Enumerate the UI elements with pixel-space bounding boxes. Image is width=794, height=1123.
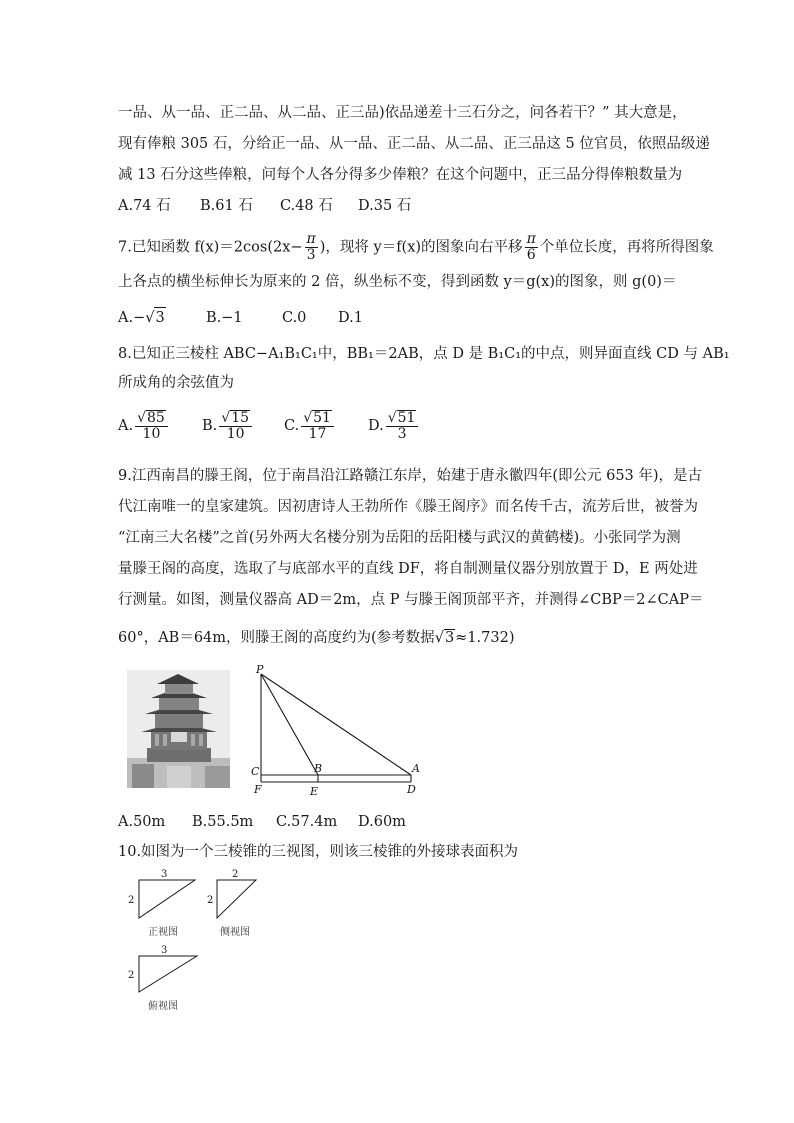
q9-line-4: 量滕王阁的高度，选取了与底部水平的直线 DF，将自制测量仪器分别放置于 D，E 两处进 xyxy=(118,561,698,577)
label-f: F xyxy=(254,783,262,796)
q8-options xyxy=(118,410,420,442)
measurement-diagram xyxy=(246,662,426,798)
q8-option-c: C. $\frac{√51}{17}$ xyxy=(284,410,368,442)
q7-prefix: 7.已知函数 f(x)＝2cos(2x− xyxy=(118,239,303,256)
q6-option-c: C.48 石 xyxy=(280,198,333,214)
q8-line-2: 所成角的余弦值为 xyxy=(118,375,234,391)
label-b: B xyxy=(314,762,323,775)
q10-line-1: 10.如图为一个三棱锥的三视图，则该三棱锥的外接球表面积为 xyxy=(118,844,519,860)
q6-line-3: 减 13 石分这些俸粮，问每个人各分得多少俸粮？在这个问题中，正三品分得俸粮数量为 xyxy=(118,167,683,183)
q6-option-d: D.35 石 xyxy=(358,198,412,214)
q9-options xyxy=(118,812,406,832)
q9-option-a: A.50m xyxy=(118,814,166,830)
q9-line-5: 行测量。如图，测量仪器高 AD＝2m，点 P 与滕王阁顶部平齐，并测得∠CBP＝2∠CAP＝ xyxy=(118,592,704,608)
q7-middle: )，现将 y＝f(x)的图象向右平移 xyxy=(319,239,523,256)
q8-option-a: A. $\frac{√85}{10}$ xyxy=(118,410,202,442)
top-view-top-label: 3 xyxy=(161,945,168,956)
label-e: E xyxy=(310,785,319,798)
q7-fraction-pi-6: $\frac{\pi}{6}$ xyxy=(526,231,536,263)
q7-option-a: A.−√3 xyxy=(118,307,206,328)
side-view-caption: 侧视图 xyxy=(220,927,250,938)
q9-option-b: B.55.5m xyxy=(192,814,254,830)
side-view-side-label: 2 xyxy=(207,895,214,906)
line-pa xyxy=(261,674,411,775)
q6-option-b: B.61 石 xyxy=(200,198,253,214)
q7-line-1 xyxy=(118,232,714,263)
q9-option-d: D.60m xyxy=(358,814,406,830)
q6-line-2: 现有俸粮 305 石，分给正一品、从一品、正二品、从二品、正三品这 5 位官员，依照品级递 xyxy=(118,136,710,152)
label-c: C xyxy=(251,765,260,778)
line-pb xyxy=(261,674,318,775)
top-view-side-label: 2 xyxy=(128,970,135,981)
q6-option-a: A.74 石 xyxy=(118,198,171,214)
top-view-caption: 俯视图 xyxy=(148,1001,178,1012)
label-a: A xyxy=(412,762,420,775)
q7-option-c: C.0 xyxy=(282,310,307,326)
q8-option-b: B. $\frac{√15}{10}$ xyxy=(202,410,284,442)
side-view-triangle xyxy=(217,880,256,918)
three-view-drawing xyxy=(120,866,280,1016)
top-view-triangle xyxy=(139,956,197,992)
label-p: P xyxy=(256,663,264,676)
q9-option-c: C.57.4m xyxy=(276,814,338,830)
q7-suffix: 个单位长度，再将所得图象 xyxy=(539,239,714,256)
front-view-triangle xyxy=(139,880,195,918)
q9-line-6: 60°，AB＝64m，则滕王阁的高度约为(参考数据√3≈1.732) xyxy=(118,630,515,646)
q7-line-2: 上各点的横坐标伸长为原来的 2 倍，纵坐标不变，得到函数 y＝g(x)的图象，则 g(0)＝ xyxy=(118,274,677,290)
q9-line-1: 9.江西南昌的滕王阁，位于南昌沿江路赣江东岸，始建于唐永徽四年(即公元 653 年)，是古 xyxy=(118,468,703,484)
pavilion-photo xyxy=(127,670,230,788)
q9-line-2: 代江南唯一的皇家建筑。因初唐诗人王勃所作《滕王阁序》而名传千古，流芳后世，被誉为 xyxy=(118,499,698,515)
q7-option-b: B.−1 xyxy=(206,310,243,326)
q6-options xyxy=(118,196,411,216)
q7-options xyxy=(118,307,363,328)
q7-fraction-pi-3: $\frac{\pi}{3}$ xyxy=(306,231,316,263)
q9-line-3: “江南三大名楼”之首(另外两大名楼分别为岳阳的岳阳楼与武汉的黄鹤楼)。小张同学为测 xyxy=(118,530,681,546)
q7-option-d: D.1 xyxy=(338,310,363,326)
front-view-top-label: 3 xyxy=(161,869,168,880)
front-view-caption: 正视图 xyxy=(148,927,178,938)
q8-line-1: 8.已知正三棱柱 ABC−A₁B₁C₁中，BB₁＝2AB，点 D 是 B₁C₁的中点，则异面直线 CD 与 AB₁ xyxy=(118,346,730,362)
q6-line-1: 一品、从一品、正二品、从二品、正三品)依品递差十三石分之，问各若干？” 其大意是， xyxy=(118,105,687,121)
label-d: D xyxy=(407,783,416,796)
front-view-side-label: 2 xyxy=(128,895,135,906)
q8-option-d: D. $\frac{√51}{3}$ xyxy=(368,410,420,442)
side-view-top-label: 2 xyxy=(232,869,239,880)
